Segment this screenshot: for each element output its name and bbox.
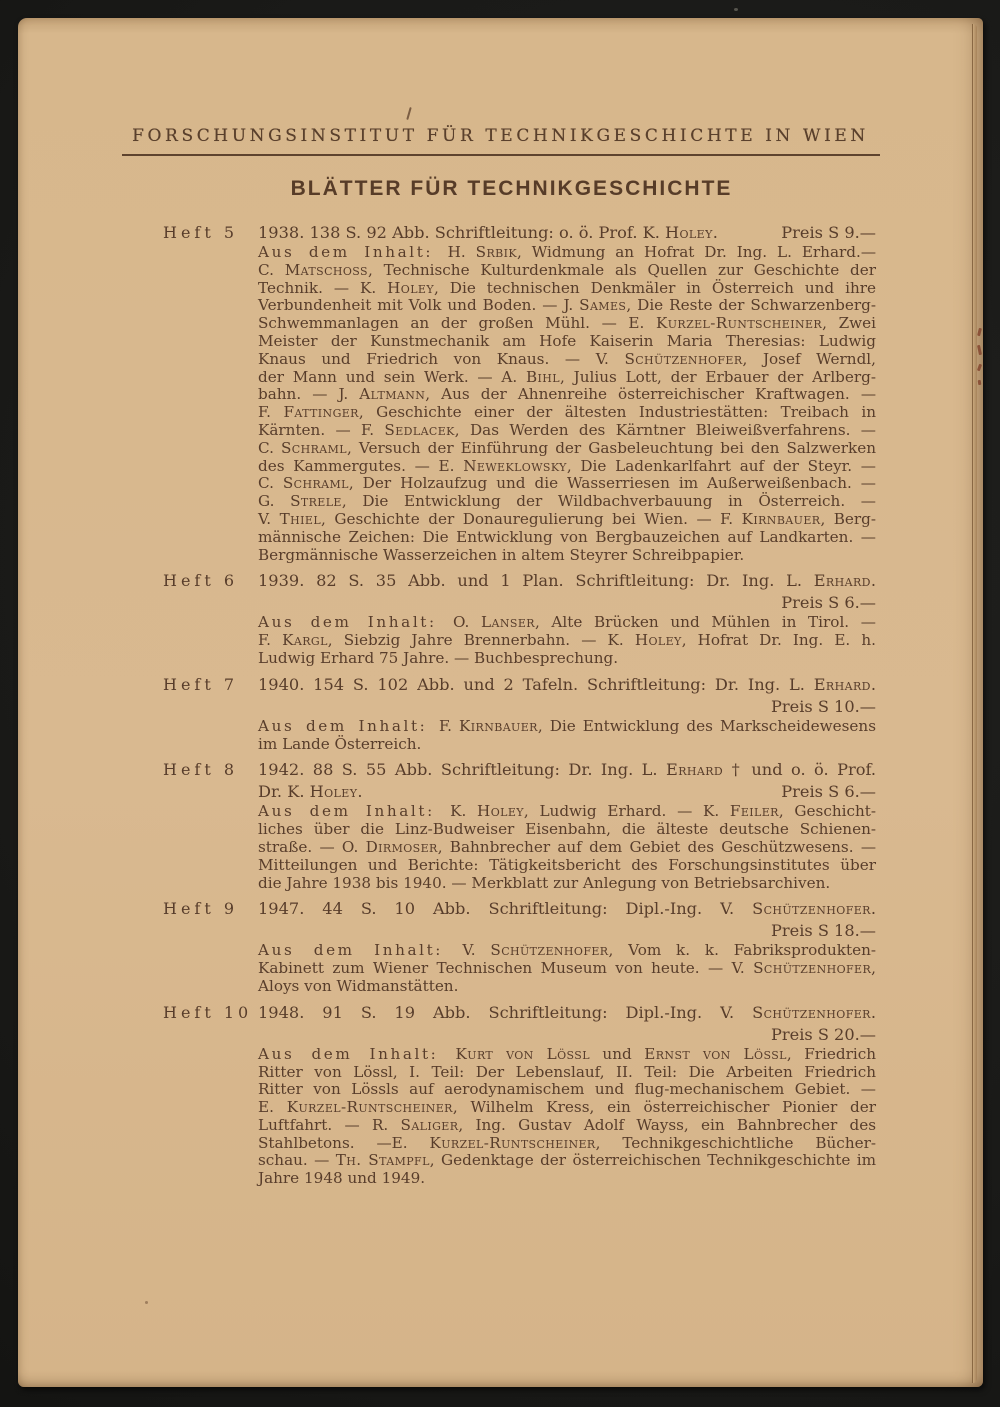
smallcaps-name: Holey	[634, 631, 682, 650]
smallcaps-name: Schützenhofer	[752, 1002, 871, 1022]
issue-content-line: C. Schraml, Versuch der Einführung der Gasbeleuchtung bei den Salzwerken	[258, 438, 877, 457]
issue-content-line: im Lande Österreich.	[258, 734, 422, 753]
issue-content-line: Stahlbetons. —E. Kurzel-Runtscheiner, Technikgeschichtliche Bücher-	[258, 1133, 876, 1152]
smallcaps-name: Kurzel-Runtscheiner	[429, 1133, 596, 1152]
issue-head-line	[258, 696, 876, 718]
issue-head-line: 1940. 154 S. 102 Abb. und 2 Tafeln. Schriftleitung: Dr. Ing. L. Erhard.	[258, 674, 876, 694]
issue-content-line: Knaus und Friedrich von Knaus. — V. Schützenhofer, Josef Werndl,	[258, 349, 876, 368]
issue-head-line: 1942. 88 S. 55 Abb. Schriftleitung: Dr. Ing. L. Erhard † und o. ö. Prof.	[258, 760, 877, 780]
issue-content-line: bahn. — J. Altmann, Aus der Ahnenreihe österreichischer Kraftwagen. —	[258, 385, 877, 404]
smallcaps-name: Schützenhofer	[624, 349, 743, 368]
smallcaps-name: Bihl	[526, 367, 561, 386]
issue-body	[258, 898, 876, 995]
spaced-lead-in: Aus dem Inhalt:	[258, 802, 451, 821]
smallcaps-name: Saliger	[400, 1115, 459, 1134]
issue-content-line: Kärnten. — F. Sedlacek, Das Werden des Kärntner Bleiweißverfahrens. —	[258, 420, 876, 439]
smallcaps-name: Holey	[665, 223, 713, 242]
dust-speck	[145, 1301, 148, 1304]
spaced-lead-in: Aus dem Inhalt:	[258, 1044, 456, 1063]
smallcaps-name: Strele	[290, 492, 342, 511]
issue-label: Heft 6	[163, 571, 239, 591]
institute-header: FORSCHUNGSINSTITUT FÜR TECHNIKGESCHICHTE IN WIEN	[122, 126, 880, 156]
issue-content-line: Aus dem Inhalt: Kurt von Lössl und Ernst von Lössl, Friedrich	[258, 1044, 876, 1063]
smallcaps-name: Erhard	[666, 760, 724, 780]
smallcaps-name: Matschoss	[284, 260, 368, 279]
issue-body	[258, 759, 876, 892]
smallcaps-name: Holey	[477, 802, 524, 821]
issue-content-line: die Jahre 1938 bis 1940. — Merkblatt zur Anlegung von Betriebsarchiven.	[258, 873, 831, 892]
spaced-lead-in: Aus dem Inhalt:	[258, 243, 448, 261]
issue-head-text: Dr. K. Holey.	[258, 782, 363, 802]
issue-label: Heft 10	[163, 1002, 253, 1022]
issue-price: Preis S 9.—	[781, 223, 876, 242]
issue-price: Preis S 10.—	[770, 696, 876, 716]
smallcaps-name: Erhard	[813, 571, 871, 591]
dust-speck	[734, 8, 738, 11]
issue-head-line	[258, 920, 876, 942]
smallcaps-name: Altmann	[359, 385, 426, 404]
issue-content-line: C. Schraml, Der Holzaufzug und die Wasserriesen im Außerweißenbach. —	[258, 474, 876, 493]
issue-head-text: 1938. 138 S. 92 Abb. Schriftleitung: o. ö. Prof. K. Holey.	[258, 223, 718, 242]
issue-label: Heft 7	[163, 674, 239, 694]
issue-content-line: E. Kurzel-Runtscheiner, Wilhelm Kress, ein österreichischer Pionier der	[258, 1098, 876, 1117]
issue-content-line: Aus dem Inhalt: O. Lanser, Alte Brücken und Mühlen in Tirol. —	[258, 613, 876, 632]
issue-content-line: Ritter von Lössls auf aerodynamischem und flug-mechanischem Gebiet. —	[258, 1080, 876, 1099]
issue-content-line: straße. — O. Dirmoser, Bahnbrecher auf dem Gebiet des Geschützwesens. —	[258, 837, 877, 856]
issue-content-line: F. Fattinger, Geschichte einer der ältesten Industriestätten: Treibach in	[258, 403, 876, 422]
issue-entry	[163, 674, 876, 754]
issue-entry	[163, 570, 876, 667]
smallcaps-name: Sames	[579, 296, 627, 315]
issue-entry	[163, 222, 876, 564]
page-fore-edge	[972, 24, 977, 1383]
smallcaps-name: Kurt von Lössl	[455, 1044, 590, 1063]
smallcaps-name: Sedlacek	[384, 420, 455, 439]
issue-content-line: Aus dem Inhalt: K. Holey, Ludwig Erhard. — K. Feiler, Geschicht-	[258, 802, 876, 821]
spaced-lead-in: Aus dem Inhalt:	[258, 716, 440, 735]
smallcaps-name: Schraml	[282, 474, 349, 493]
issue-label: Heft 8	[163, 760, 239, 780]
issue-content-line: Luftfahrt. — R. Saliger, Ing. Gustav Adolf Wayss, ein Bahnbrecher des	[258, 1115, 876, 1134]
issue-content-line: Ludwig Erhard 75 Jahre. — Buchbesprechung.	[258, 648, 619, 667]
issue-content-line: männische Zeichen: Die Entwicklung von Bergbauzeichen auf Landkarten. —	[258, 527, 876, 546]
issue-head	[258, 759, 876, 803]
issue-content-line: Aus dem Inhalt: V. Schützenhofer, Vom k. k. Fabriksprodukten-	[258, 941, 876, 960]
issue-content-line: Jahre 1948 und 1949.	[258, 1169, 426, 1188]
issue-content	[258, 1046, 876, 1188]
smallcaps-name: Thiel	[279, 509, 322, 528]
issue-head-line: 1947. 44 S. 10 Abb. Schriftleitung: Dipl.-Ing. V. Schützenhofer.	[258, 899, 876, 919]
smallcaps-name: Kurzel-Runtscheiner	[655, 314, 823, 333]
issue-price: Preis S 18.—	[770, 921, 876, 941]
issue-content-line: C. Matschoss, Technische Kulturdenkmale als Quellen zur Geschichte der	[258, 260, 877, 279]
smallcaps-name: Feiler	[729, 802, 779, 821]
issue-content-line: F. Kargl, Siebzig Jahre Brennerbahn. — K. Holey, Hofrat Dr. Ing. E. h.	[258, 631, 876, 650]
issue-content-line: Meister der Kunstmechanik am Hofe Kaiserin Maria Theresias: Ludwig	[258, 331, 876, 350]
issue-content-line: Ritter von Lössl, I. Teil: Der Lebenslauf, II. Teil: Die Arbeiten Friedrich	[258, 1062, 876, 1081]
spaced-lead-in: Aus dem Inhalt:	[258, 613, 453, 632]
issue-body	[258, 222, 876, 564]
issue-content-line: Schwemmanlagen an der großen Mühl. — E. Kurzel-Runtscheiner, Zwei	[258, 314, 876, 333]
smallcaps-name: Holey	[387, 278, 435, 297]
issue-price: Preis S 20.—	[770, 1024, 876, 1044]
issue-label: Heft 5	[163, 223, 239, 242]
smallcaps-name: Th. Stampfl	[335, 1151, 430, 1170]
issue-content-line: der Mann und sein Werk. — A. Bihl, Julius Lott, der Erbauer der Arlberg-	[258, 367, 876, 386]
issue-content-line: V. Thiel, Geschichte der Donauregulierung bei Wien. — F. Kirnbauer, Berg-	[258, 509, 877, 528]
smallcaps-name: Schützenhofer	[490, 941, 609, 960]
issue-head	[258, 898, 876, 942]
issue-label: Heft 9	[163, 899, 239, 919]
smallcaps-name: Neweklowsky	[463, 456, 567, 475]
issue-body	[258, 674, 876, 754]
issue-content-line: Aus dem Inhalt: F. Kirnbauer, Die Entwicklung des Markscheidewesens	[258, 716, 876, 735]
issue-content-line: Bergmännische Wasserzeichen in altem Steyrer Schreibpapier.	[258, 545, 745, 564]
smallcaps-name: Kirnbauer	[459, 716, 538, 735]
issue-body	[258, 1002, 876, 1188]
issue-price: Preis S 6.—	[781, 593, 876, 613]
issue-content	[258, 803, 876, 892]
issue-content-line: Aus dem Inhalt: H. Srbik, Widmung an Hofrat Dr. Ing. L. Erhard.—	[258, 243, 877, 261]
issue-content-line: des Kammergutes. — E. Neweklowsky, Die Ladenkarlfahrt auf der Steyr. —	[258, 456, 876, 475]
smallcaps-name: Dirmoser	[365, 837, 438, 856]
issue-content-line: liches über die Linz-Budweiser Eisenbahn, die älteste deutsche Schienen-	[258, 820, 876, 839]
smallcaps-name: Ernst von Lössl	[644, 1044, 787, 1063]
issue-content-line: schau. — Th. Stampfl, Gedenktage der österreichischen Technikgeschichte im	[258, 1151, 876, 1170]
issue-content-line: Technik. — K. Holey, Die technischen Denkmäler in Österreich und ihre	[258, 278, 876, 297]
issue-content	[258, 614, 876, 667]
smallcaps-name: Kirnbauer	[741, 509, 821, 528]
smallcaps-name: Kargl	[282, 631, 328, 650]
smallcaps-name: Schraml	[280, 438, 347, 457]
smallcaps-name: Kurzel-Runtscheiner	[286, 1098, 453, 1117]
fore-edge-writing	[975, 328, 985, 418]
spaced-lead-in: Aus dem Inhalt:	[258, 941, 463, 960]
issue-content	[258, 244, 876, 564]
issue-head-line: 1939. 82 S. 35 Abb. und 1 Plan. Schriftleitung: Dr. Ing. L. Erhard.	[258, 571, 876, 591]
issue-list	[163, 222, 876, 1188]
smallcaps-name: Schützenhofer	[752, 899, 871, 919]
issue-head-line: 1948. 91 S. 19 Abb. Schriftleitung: Dipl.-Ing. V. Schützenhofer.	[258, 1002, 876, 1022]
page-title: BLÄTTER FÜR TECHNIKGESCHICHTE	[290, 177, 733, 200]
issue-content-line: Mitteilungen und Berichte: Tätigkeitsbericht des Forschungsinstitutes über	[258, 855, 876, 874]
issue-entry	[163, 759, 876, 892]
issue-head-line	[258, 1024, 876, 1046]
issue-price: Preis S 6.—	[781, 782, 876, 802]
issue-content-line: Aloys von Widmanstätten.	[258, 976, 459, 995]
issue-content	[258, 942, 876, 995]
issue-head-line	[258, 222, 876, 244]
issue-content	[258, 718, 876, 754]
smallcaps-name: Schützenhofer	[753, 959, 872, 978]
smallcaps-name: Lanser	[481, 613, 535, 632]
issue-content-line: Verbundenheit mit Volk und Boden. — J. Sames, Die Reste der Schwarzenberg-	[258, 296, 876, 315]
smallcaps-name: Erhard	[813, 674, 871, 694]
issue-head	[258, 570, 876, 614]
issue-head	[258, 222, 876, 244]
issue-head-line	[258, 592, 876, 614]
issue-head	[258, 1002, 876, 1046]
issue-content-line: Kabinett zum Wiener Technischen Museum von heute. — V. Schützenhofer,	[258, 959, 876, 978]
document-page	[18, 18, 983, 1387]
issue-head	[258, 674, 876, 718]
smallcaps-name: Srbik	[475, 243, 517, 261]
issue-head-line	[258, 781, 876, 803]
issue-entry	[163, 898, 876, 995]
issue-entry	[163, 1002, 876, 1188]
issue-body	[258, 570, 876, 667]
smallcaps-name: Fattinger	[283, 403, 359, 422]
issue-content-line: G. Strele, Die Entwicklung der Wildbachverbauung in Österreich. —	[258, 492, 876, 511]
smallcaps-name: Holey	[309, 782, 358, 802]
